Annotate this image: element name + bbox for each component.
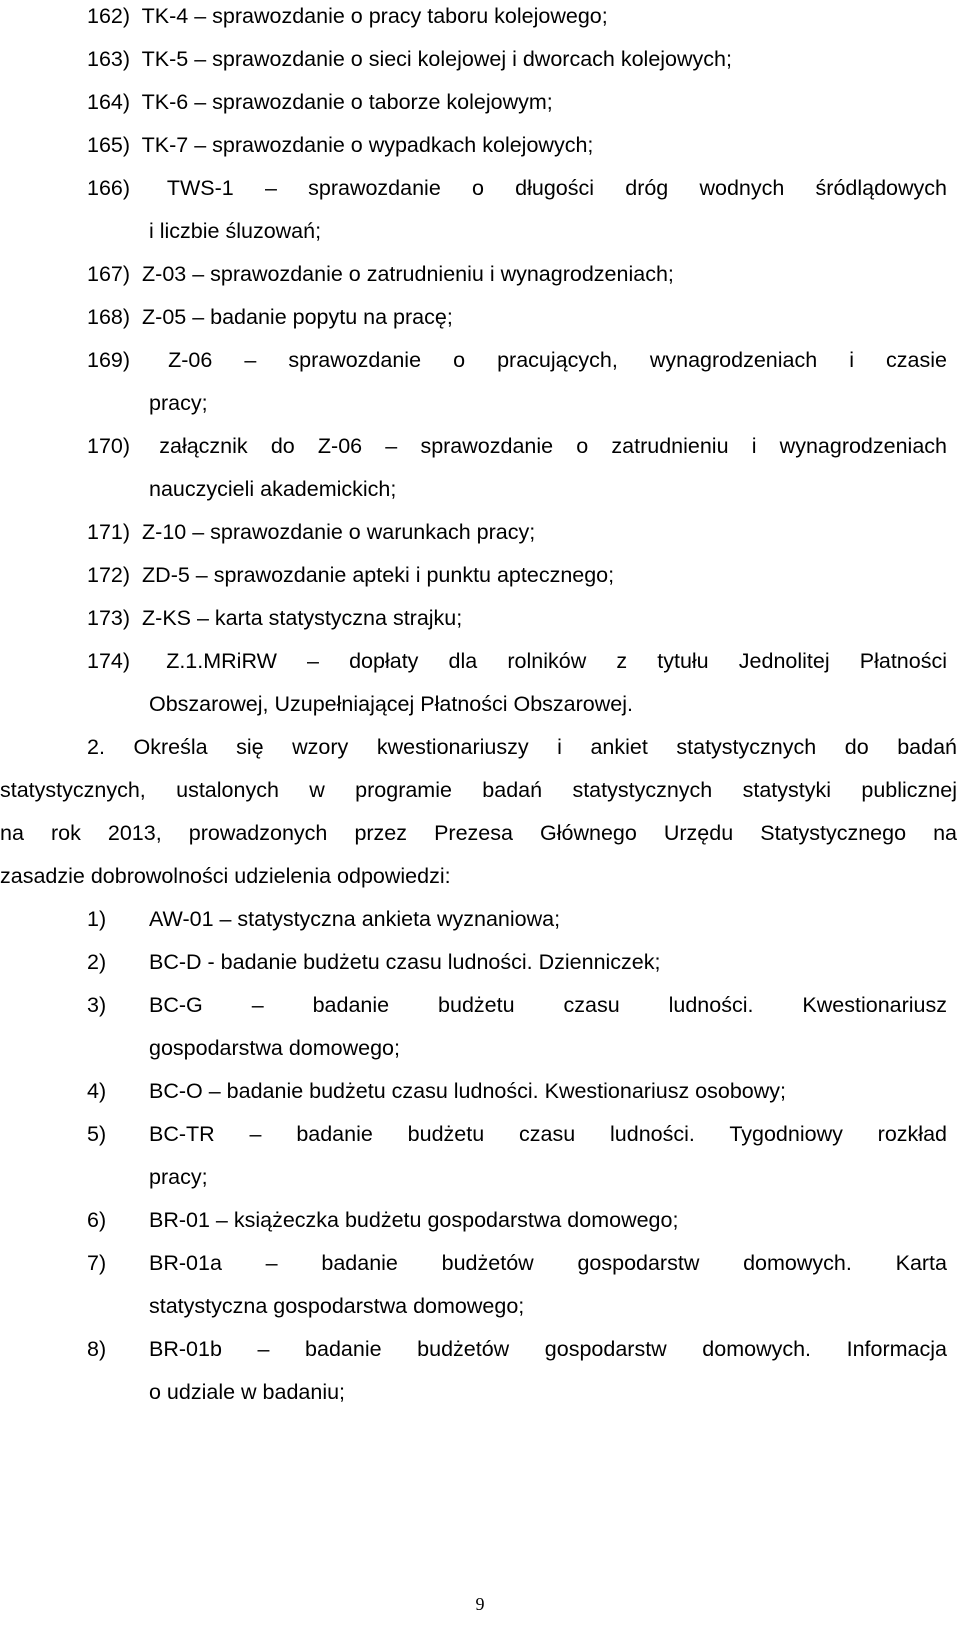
item-line bbox=[87, 1251, 947, 1276]
item-line bbox=[87, 348, 947, 373]
item-line bbox=[87, 47, 732, 72]
item-line-continuation: i liczbie śluzowań; bbox=[149, 219, 322, 243]
item-line bbox=[87, 520, 535, 545]
item-line bbox=[87, 563, 614, 588]
item-number: 167) bbox=[87, 262, 131, 286]
item-text: BR-01b – badanie budżetów gospodarstw domowych. Informacja bbox=[149, 1337, 947, 1361]
item-line bbox=[87, 176, 947, 201]
item-number: 171) bbox=[87, 520, 131, 544]
item-line bbox=[87, 993, 947, 1018]
item-number: 3) bbox=[87, 993, 107, 1017]
item-number: 1) bbox=[87, 907, 107, 931]
item-number: 4) bbox=[87, 1079, 107, 1103]
item-line bbox=[87, 606, 462, 631]
item-line bbox=[87, 1079, 786, 1104]
item-line bbox=[87, 305, 453, 330]
item-text: TK-5 – sprawozdanie o sieci kolejowej i dworcach kolejowych; bbox=[141, 47, 732, 71]
item-text: AW-01 – statystyczna ankieta wyznaniowa; bbox=[149, 907, 561, 931]
item-number: 166) bbox=[87, 176, 131, 200]
item-text: Z-06 – sprawozdanie o pracujących, wynagrodzeniach i czasie bbox=[168, 348, 947, 372]
item-line bbox=[87, 262, 674, 287]
paragraph-line: na rok 2013, prowadzonych przez Prezesa Głównego Urzędu Statystycznego na bbox=[0, 821, 957, 845]
item-line bbox=[87, 950, 661, 975]
item-text: Z.1.MRiRW – dopłaty dla rolników z tytułu Jednolitej Płatności bbox=[166, 649, 947, 673]
item-text: TK-7 – sprawozdanie o wypadkach kolejowych; bbox=[141, 133, 594, 157]
item-line-continuation: statystyczna gospodarstwa domowego; bbox=[149, 1294, 525, 1318]
item-text: BR-01 – książeczka budżetu gospodarstwa domowego; bbox=[149, 1208, 679, 1232]
paragraph-line: zasadzie dobrowolności udzielenia odpowiedzi: bbox=[0, 864, 451, 888]
paragraph-line: 2. Określa się wzory kwestionariuszy i ankiet statystycznych do badań bbox=[87, 735, 957, 759]
item-text: BR-01a – badanie budżetów gospodarstw domowych. Karta bbox=[149, 1251, 947, 1275]
item-text: Z-05 – badanie popytu na pracę; bbox=[142, 305, 453, 329]
item-line bbox=[87, 133, 593, 158]
paragraph-line: statystycznych, ustalonych w programie badań statystycznych statystyki publicznej bbox=[0, 778, 957, 802]
item-text: Z-03 – sprawozdanie o zatrudnieniu i wynagrodzeniach; bbox=[142, 262, 674, 286]
item-number: 169) bbox=[87, 348, 131, 372]
item-text: TK-4 – sprawozdanie o pracy taboru kolejowego; bbox=[141, 4, 608, 28]
item-line bbox=[87, 1208, 678, 1233]
item-line bbox=[87, 90, 553, 115]
item-number: 174) bbox=[87, 649, 131, 673]
item-number: 8) bbox=[87, 1337, 107, 1361]
item-text: BC-D - badanie budżetu czasu ludności. Dzienniczek; bbox=[149, 950, 661, 974]
item-number: 5) bbox=[87, 1122, 107, 1146]
item-line bbox=[87, 1337, 947, 1362]
item-number: 163) bbox=[87, 47, 131, 71]
item-line bbox=[87, 434, 947, 459]
item-number: 168) bbox=[87, 305, 131, 329]
item-number: 2) bbox=[87, 950, 107, 974]
item-text: BC-TR – badanie budżetu czasu ludności. Tygodniowy rozkład bbox=[149, 1122, 947, 1146]
item-text: BC-O – badanie budżetu czasu ludności. Kwestionariusz osobowy; bbox=[149, 1079, 786, 1103]
item-line-continuation: gospodarstwa domowego; bbox=[149, 1036, 400, 1060]
item-line bbox=[87, 1122, 947, 1147]
item-number: 170) bbox=[87, 434, 131, 458]
item-line-continuation: pracy; bbox=[149, 1165, 208, 1189]
item-line-continuation: nauczycieli akademickich; bbox=[149, 477, 397, 501]
item-line bbox=[87, 649, 947, 674]
item-number: 162) bbox=[87, 4, 131, 28]
item-number: 165) bbox=[87, 133, 131, 157]
item-line bbox=[87, 4, 608, 29]
item-number: 172) bbox=[87, 563, 131, 587]
page-number: 9 bbox=[475, 1594, 485, 1614]
item-text: TK-6 – sprawozdanie o taborze kolejowym; bbox=[141, 90, 553, 114]
item-text: Z-10 – sprawozdanie o warunkach pracy; bbox=[142, 520, 536, 544]
item-line-continuation: pracy; bbox=[149, 391, 208, 415]
item-text: Z-KS – karta statystyczna strajku; bbox=[142, 606, 463, 630]
item-line-continuation: o udziale w badaniu; bbox=[149, 1380, 346, 1404]
item-line bbox=[87, 907, 560, 932]
item-number: 164) bbox=[87, 90, 131, 114]
item-line-continuation: Obszarowej, Uzupełniającej Płatności Obszarowej. bbox=[149, 692, 633, 716]
item-number: 6) bbox=[87, 1208, 107, 1232]
item-number: 173) bbox=[87, 606, 131, 630]
item-text: ZD-5 – sprawozdanie apteki i punktu aptecznego; bbox=[142, 563, 615, 587]
item-text: załącznik do Z-06 – sprawozdanie o zatrudnieniu i wynagrodzeniach bbox=[159, 434, 947, 458]
item-text: TWS-1 – sprawozdanie o długości dróg wodnych śródlądowych bbox=[166, 176, 947, 200]
item-number: 7) bbox=[87, 1251, 107, 1275]
item-text: BC-G – badanie budżetu czasu ludności. Kwestionariusz bbox=[149, 993, 947, 1017]
